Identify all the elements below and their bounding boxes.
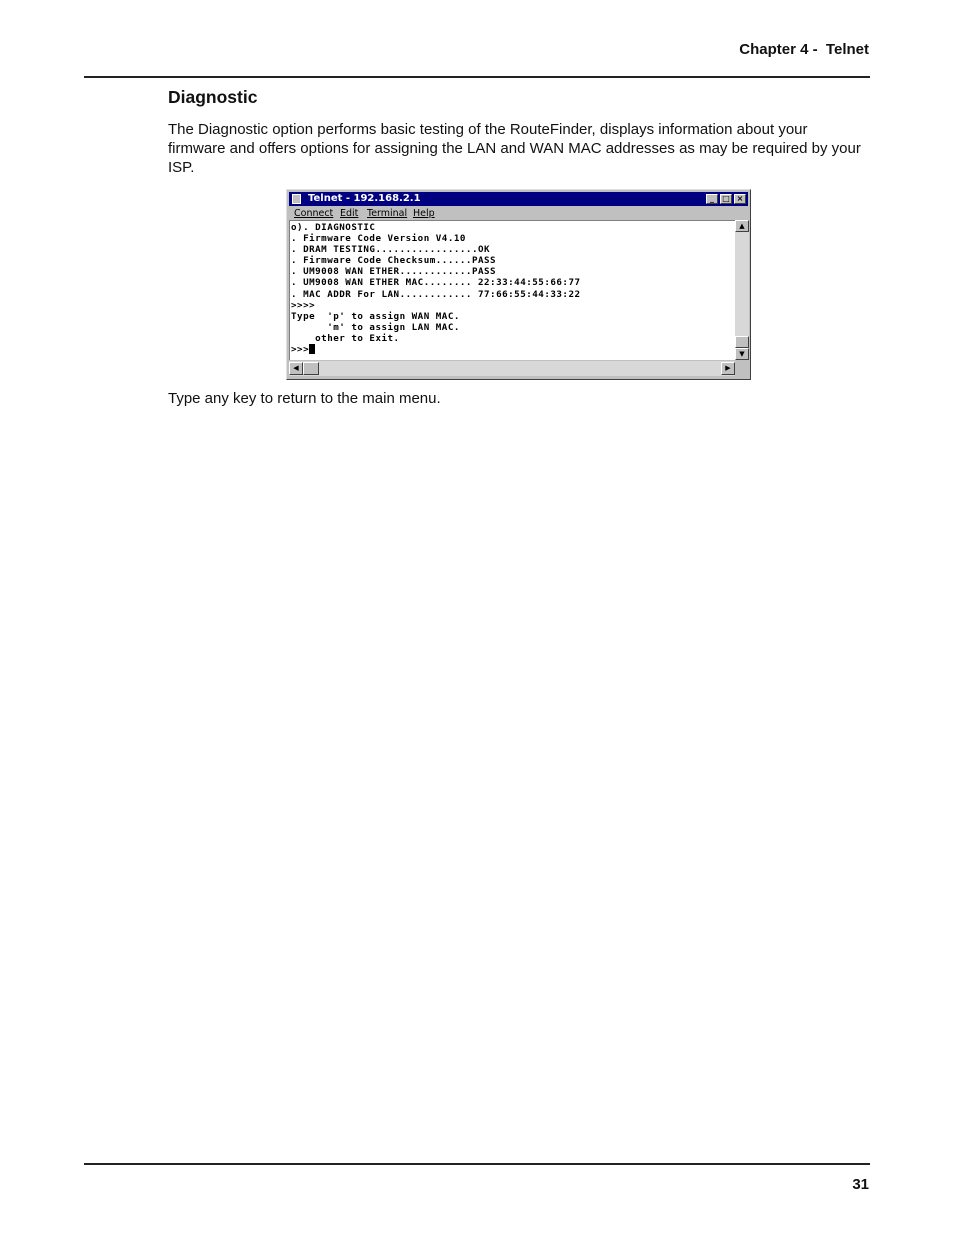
terminal-line: other to Exit. (291, 332, 400, 344)
terminal-line: o). DIAGNOSTIC (291, 222, 376, 233)
menu-edit: Edit (340, 208, 359, 219)
telnet-app-icon (292, 194, 301, 204)
scroll-thumb (735, 336, 749, 348)
size-grip-icon (735, 361, 749, 376)
vertical-scrollbar (735, 220, 749, 360)
chapter-header: Chapter 4 - Telnet (739, 41, 869, 58)
terminal-output (289, 220, 735, 360)
menu-help: Help (413, 208, 435, 219)
scroll-down-icon: ▼ (735, 348, 749, 360)
scroll-up-icon: ▲ (735, 220, 749, 232)
maximize-icon: □ (720, 194, 732, 204)
page-number: 31 (852, 1176, 869, 1193)
scroll-right-icon: ▶ (721, 362, 735, 375)
menu-connect: Connect (294, 208, 334, 219)
terminal-line: >>> (291, 344, 310, 356)
closing-paragraph: Type any key to return to the main menu. (168, 390, 441, 407)
terminal-line: . MAC ADDR For LAN............ 77:66:55:44:33:22 (291, 288, 581, 300)
close-icon: × (734, 194, 746, 204)
scroll-left-icon: ◀ (289, 362, 303, 375)
telnet-window-screenshot (286, 189, 751, 380)
minimize-icon: _ (706, 194, 718, 204)
terminal-line: . UM9008 WAN ETHER MAC........ 22:33:44:55:66:77 (291, 277, 581, 289)
header-rule (84, 76, 870, 78)
terminal-line: >>>> (291, 299, 316, 311)
horizontal-scrollbar (289, 361, 735, 376)
window-titlebar (289, 192, 748, 206)
window-title: Telnet - 192.168.2.1 (308, 193, 421, 204)
terminal-line: . DRAM TESTING.................OK (291, 244, 491, 256)
scroll-h-thumb (303, 362, 319, 375)
terminal-line: . Firmware Code Version V4.10 (291, 233, 466, 245)
terminal-cursor (309, 344, 315, 354)
terminal-line: Type 'p' to assign WAN MAC. (291, 310, 460, 322)
window-menubar (289, 207, 748, 220)
footer-rule (84, 1163, 870, 1165)
terminal-text (290, 221, 735, 355)
terminal-line: 'm' to assign LAN MAC. (291, 321, 460, 333)
terminal-line: . UM9008 WAN ETHER............PASS (291, 266, 497, 278)
terminal-line: . Firmware Code Checksum......PASS (291, 255, 497, 267)
intro-paragraph: The Diagnostic option performs basic testing of the RouteFinder, displays information about your firmware and offers options for assigning the LAN and WAN MAC addresses as may be required by your ISP. (168, 121, 861, 176)
menu-terminal: Terminal (367, 208, 408, 219)
section-heading: Diagnostic (168, 87, 258, 107)
